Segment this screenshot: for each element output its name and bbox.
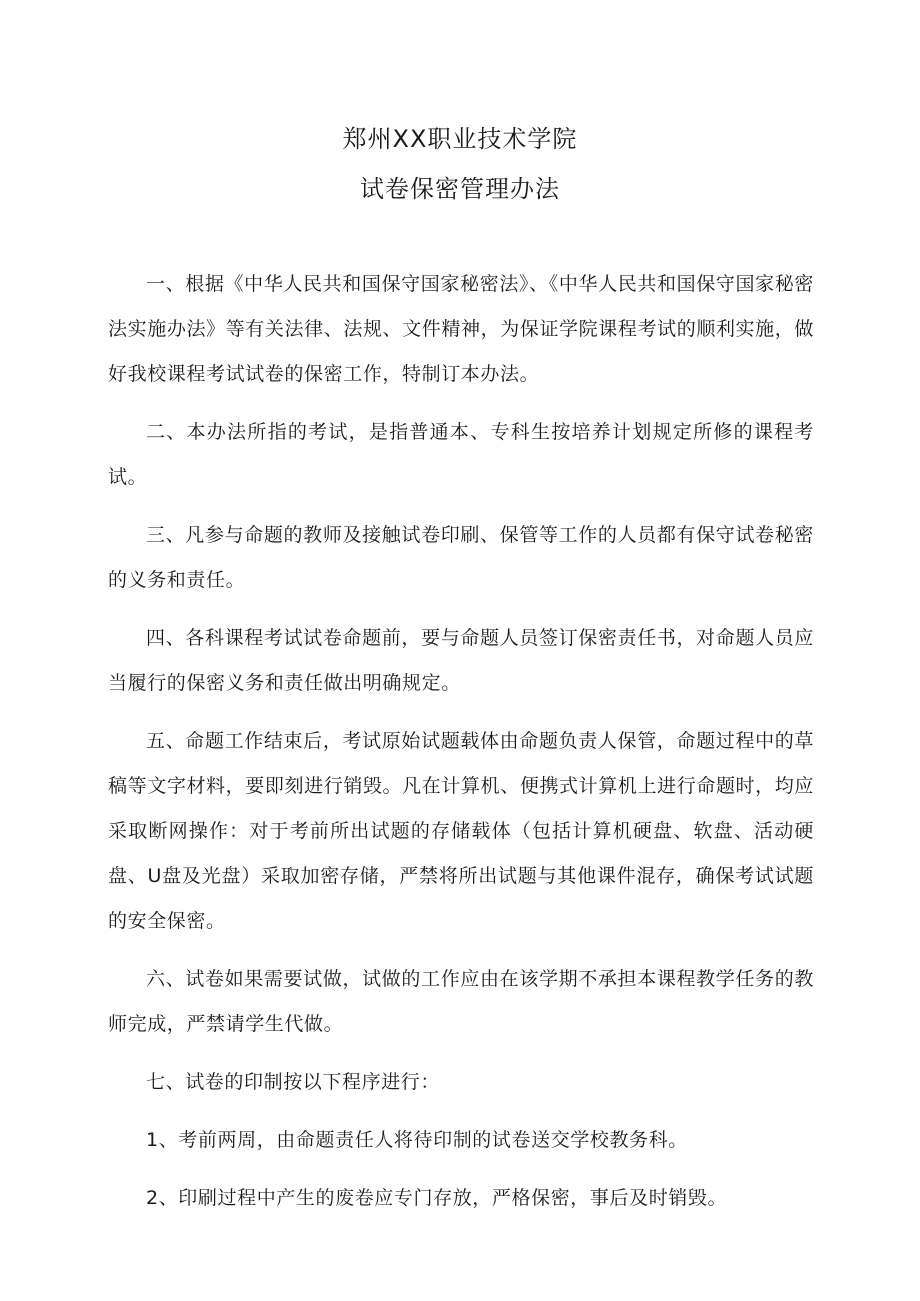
- paragraph-4: 四、各科课程考试试卷命题前，要与命题人员签订保密责任书，对命题人员应当履行的保密义务和责任做出明确规定。: [108, 627, 814, 694]
- paragraph-6: 六、试卷如果需要试做，试做的工作应由在该学期不承担本课程教学任务的教师完成，严禁请学生代做。: [108, 968, 814, 1035]
- document-body: [108, 262, 814, 1234]
- list-item-2: 2、印刷过程中产生的废卷应专门存放，严格保密，事后及时销毁。: [146, 1187, 728, 1209]
- paragraph-5: 五、命题工作结束后，考试原始试题载体由命题负责人保管，命题过程中的草稿等文字材料，要即刻进行销毁。凡在计算机、便携式计算机上进行命题时，均应采取断网操作：对于考前所出试题的存储载体（包括计算机硬盘、软盘、活动硬盘、U盘及光盘）采取加密存储，严禁将所出试题与其他课件混存，确保考试试题的安全保密。: [108, 730, 814, 932]
- paragraph-3: 三、凡参与命题的教师及接触试卷印刷、保管等工作的人员都有保守试卷秘密的义务和责任。: [108, 524, 814, 591]
- document-title-institution: 郑州XX职业技术学院: [342, 125, 578, 153]
- paragraph-1: 一、根据《中华人民共和国保守国家秘密法》、《中华人民共和国保守国家秘密法实施办法》等有关法律、法规、文件精神，为保证学院课程考试的顺利实施，做好我校课程考试试卷的保密工作，特制订本办法。: [108, 273, 814, 385]
- list-item-1: 1、考前两周，由命题责任人将待印制的试卷送交学校教务科。: [146, 1129, 688, 1151]
- document-title-regulation: 试卷保密管理办法: [360, 175, 560, 203]
- paragraph-2: 二、本办法所指的考试，是指普通本、专科生按培养计划规定所修的课程考试。: [108, 421, 814, 488]
- paragraph-7: 七、试卷的印制按以下程序进行：: [146, 1071, 441, 1093]
